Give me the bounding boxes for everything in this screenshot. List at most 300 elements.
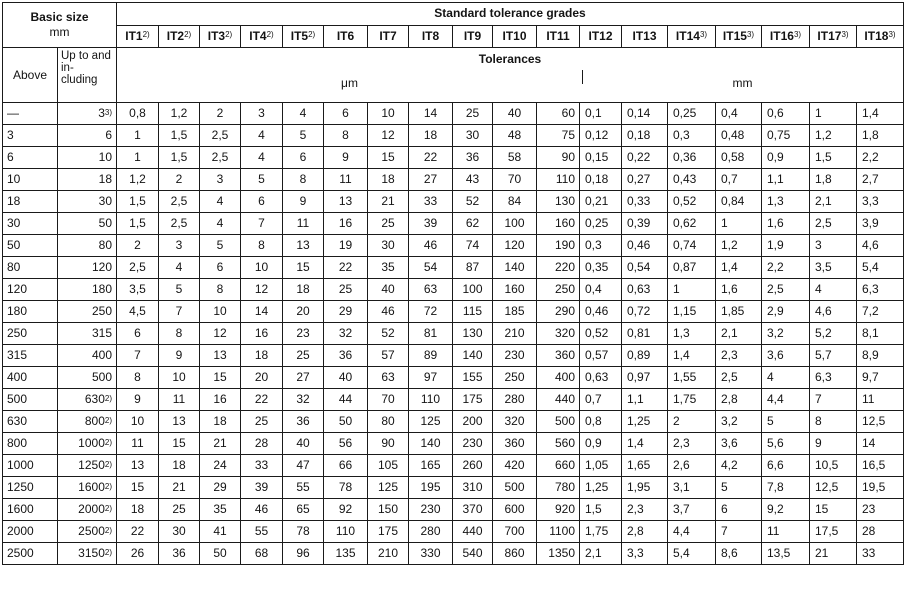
tolerance-cell: 0,97: [622, 367, 668, 389]
tolerance-cell: 0,4: [580, 279, 622, 301]
tolerance-cell: 165: [409, 455, 453, 477]
tolerance-cell: 32: [324, 323, 368, 345]
tolerance-cell: 21: [810, 543, 857, 565]
tolerance-cell: 0,72: [622, 301, 668, 323]
tolerance-cell: 13,5: [762, 543, 810, 565]
tolerance-cell: 16,5: [857, 455, 904, 477]
tolerance-cell: 18: [283, 279, 324, 301]
grade-header: [716, 25, 762, 48]
tolerance-cell: 1,8: [857, 125, 904, 147]
tolerance-cell: 4: [762, 367, 810, 389]
tolerance-cell: 41: [200, 521, 241, 543]
above-cell: 1250: [3, 477, 58, 499]
tolerance-cell: 2,8: [622, 521, 668, 543]
tolerance-cell: 18: [409, 125, 453, 147]
tolerance-cell: 2,5: [716, 367, 762, 389]
above-cell: 2500: [3, 543, 58, 565]
upto-value: 2000: [78, 502, 105, 516]
tolerance-cell: 7,2: [857, 301, 904, 323]
tolerance-cell: 0,81: [622, 323, 668, 345]
tolerance-cell: 1350: [537, 543, 580, 565]
tolerance-cell: 110: [324, 521, 368, 543]
tolerance-cell: 8: [810, 411, 857, 433]
tolerance-cell: 15: [368, 147, 409, 169]
tolerance-cell: 63: [409, 279, 453, 301]
tolerance-cell: 0,39: [622, 213, 668, 235]
tolerance-cell: 160: [537, 213, 580, 235]
tolerance-cell: 360: [493, 433, 537, 455]
tolerance-cell: 52: [453, 191, 493, 213]
tolerance-cell: 8: [241, 235, 283, 257]
tolerance-cell: 7,8: [762, 477, 810, 499]
tolerance-cell: 16: [200, 389, 241, 411]
tolerance-cell: 10: [117, 411, 159, 433]
tolerance-cell: 15: [283, 257, 324, 279]
above-cell: 400: [3, 367, 58, 389]
tolerance-cell: 10,5: [810, 455, 857, 477]
tolerance-cell: 27: [409, 169, 453, 191]
tolerance-cell: 0,7: [580, 389, 622, 411]
upto-value: 50: [98, 216, 112, 230]
tolerance-cell: 84: [493, 191, 537, 213]
table-row: [3, 169, 904, 191]
upto-cell: [58, 411, 117, 433]
tolerance-cell: 70: [368, 389, 409, 411]
tolerance-cell: 36: [159, 543, 200, 565]
tolerance-cell: 2,5: [810, 213, 857, 235]
tolerance-cell: 140: [453, 345, 493, 367]
tolerance-cell: 2: [200, 103, 241, 125]
tolerance-cell: 68: [241, 543, 283, 565]
grades-title: Standard tolerance grades: [117, 3, 904, 26]
tolerance-cell: 3: [200, 169, 241, 191]
header-row-grades: [3, 3, 904, 26]
tolerance-cell: 0,36: [668, 147, 716, 169]
tolerance-cell: 3,6: [716, 433, 762, 455]
grade-name: IT8: [421, 28, 440, 43]
above-cell: 315: [3, 345, 58, 367]
tolerance-cell: 2,9: [762, 301, 810, 323]
tolerance-cell: 0,8: [117, 103, 159, 125]
tolerance-cell: 2,3: [716, 345, 762, 367]
tolerance-cell: 0,35: [580, 257, 622, 279]
grade-header: [857, 25, 904, 48]
tolerance-cell: 5,2: [810, 323, 857, 345]
tolerance-cell: 230: [453, 433, 493, 455]
unit-millimetre: mm: [732, 76, 753, 90]
tolerance-cell: 80: [368, 411, 409, 433]
tolerance-cell: 50: [324, 411, 368, 433]
tolerance-cell: 90: [368, 433, 409, 455]
tolerance-cell: 7: [810, 389, 857, 411]
tolerance-cell: 15: [810, 499, 857, 521]
tolerance-cell: 2,1: [810, 191, 857, 213]
tolerance-cell: 4: [241, 147, 283, 169]
tolerance-cell: 125: [368, 477, 409, 499]
tolerance-cell: 0,33: [622, 191, 668, 213]
tolerance-cell: 3,9: [857, 213, 904, 235]
table-row: [3, 147, 904, 169]
upto-cell: [58, 323, 117, 345]
table-row: [3, 235, 904, 257]
grade-header: [493, 25, 537, 48]
grade-name: IT9: [463, 28, 482, 43]
table-row: [3, 257, 904, 279]
tolerance-cell: 14: [857, 433, 904, 455]
tolerance-cell: 8: [324, 125, 368, 147]
tolerance-cell: 0,25: [668, 103, 716, 125]
tolerance-cell: 8,1: [857, 323, 904, 345]
tolerance-cell: 8: [200, 279, 241, 301]
grade-header: [117, 25, 159, 48]
upto-cell: [58, 455, 117, 477]
tolerance-cell: 26: [117, 543, 159, 565]
grade-footnote: 2): [266, 29, 274, 39]
tolerance-cell: 3,5: [810, 257, 857, 279]
tolerance-cell: 44: [324, 389, 368, 411]
grade-header: [283, 25, 324, 48]
tolerance-cell: 100: [493, 213, 537, 235]
tolerance-cell: 30: [159, 521, 200, 543]
above-cell: 500: [3, 389, 58, 411]
tolerance-cell: 150: [368, 499, 409, 521]
tolerance-cell: 3,1: [668, 477, 716, 499]
tolerance-cell: 43: [453, 169, 493, 191]
table-row: [3, 345, 904, 367]
grade-footnote: 2): [184, 29, 192, 39]
tolerance-cell: 13: [117, 455, 159, 477]
tolerance-cell: 20: [283, 301, 324, 323]
tolerance-cell: 13: [159, 411, 200, 433]
upto-value: 1600: [78, 480, 105, 494]
tolerance-cell: 330: [409, 543, 453, 565]
grade-name: IT14: [675, 28, 700, 43]
unit-micrometre: μm: [341, 76, 358, 90]
upto-cell: [58, 521, 117, 543]
upto-value: 80: [98, 238, 112, 252]
tolerance-cell: 1,85: [716, 301, 762, 323]
upto-value: 500: [91, 370, 112, 384]
tolerance-cell: 7: [159, 301, 200, 323]
tolerance-cell: 23: [857, 499, 904, 521]
tolerance-cell: 65: [283, 499, 324, 521]
tolerance-cell: 1,95: [622, 477, 668, 499]
tolerance-cell: 5: [241, 169, 283, 191]
tolerance-cell: 0,15: [580, 147, 622, 169]
tolerance-cell: 1,4: [716, 257, 762, 279]
grade-names-row: [3, 25, 904, 48]
tolerance-cell: 5: [762, 411, 810, 433]
upto-cell: [58, 389, 117, 411]
tolerance-cell: 1,9: [762, 235, 810, 257]
upto-footnote: 2): [104, 548, 112, 557]
tolerance-cell: 50: [200, 543, 241, 565]
grade-footnote: 3): [699, 29, 708, 39]
tolerance-cell: 780: [537, 477, 580, 499]
above-cell: 2000: [3, 521, 58, 543]
tolerance-cell: 4: [810, 279, 857, 301]
tolerance-cell: 6: [241, 191, 283, 213]
tolerance-cell: 25: [241, 411, 283, 433]
tolerance-cell: 9,2: [762, 499, 810, 521]
tolerance-cell: 33: [241, 455, 283, 477]
tolerance-cell: 7: [117, 345, 159, 367]
table-row: [3, 411, 904, 433]
tolerance-cell: 3,2: [716, 411, 762, 433]
tolerance-cell: 140: [409, 433, 453, 455]
upto-footnote: 2): [104, 482, 112, 491]
tolerance-cell: 6: [117, 323, 159, 345]
tolerance-cell: 0,52: [668, 191, 716, 213]
tolerances-title: Tolerances: [478, 52, 542, 66]
grade-name: IT5: [290, 28, 309, 43]
tolerance-cell: 40: [493, 103, 537, 125]
table-row: [3, 521, 904, 543]
tolerance-cell: 15: [117, 477, 159, 499]
upto-value: 250: [91, 304, 112, 318]
upto-footnote: 3): [104, 108, 112, 117]
tolerance-cell: 75: [537, 125, 580, 147]
tolerance-cell: 1,2: [159, 103, 200, 125]
tolerance-cell: 560: [537, 433, 580, 455]
tolerance-cell: 4,6: [810, 301, 857, 323]
tolerance-cell: 500: [493, 477, 537, 499]
tolerance-cell: 4,5: [117, 301, 159, 323]
grade-name: IT7: [379, 28, 397, 43]
tolerance-cell: 18: [368, 169, 409, 191]
tolerance-cell: 55: [241, 521, 283, 543]
upto-footnote: 2): [104, 394, 112, 403]
tolerance-cell: 0,57: [580, 345, 622, 367]
tolerance-cell: 0,8: [580, 411, 622, 433]
tolerance-cell: 110: [409, 389, 453, 411]
upto-value: 400: [91, 348, 112, 362]
tolerance-cell: 78: [283, 521, 324, 543]
tolerance-cell: 4: [200, 191, 241, 213]
table-row: [3, 499, 904, 521]
grade-name: IT10: [502, 28, 527, 43]
tolerance-cell: 1: [716, 213, 762, 235]
tolerance-cell: 360: [537, 345, 580, 367]
tolerance-cell: 97: [409, 367, 453, 389]
table-row: [3, 125, 904, 147]
tolerance-cell: 39: [241, 477, 283, 499]
upto-cell: [58, 191, 117, 213]
tolerance-cell: 0,87: [668, 257, 716, 279]
tolerance-cell: 92: [324, 499, 368, 521]
grade-footnote: 2): [142, 29, 150, 39]
tolerance-cell: 160: [493, 279, 537, 301]
tolerance-cell: 0,22: [622, 147, 668, 169]
tolerance-cell: 36: [324, 345, 368, 367]
tolerance-cell: 540: [453, 543, 493, 565]
tolerance-cell: 6: [200, 257, 241, 279]
tolerance-cell: 4: [200, 213, 241, 235]
grade-name: IT4: [249, 28, 267, 43]
tolerance-cell: 0,25: [580, 213, 622, 235]
tolerance-cell: 29: [324, 301, 368, 323]
header-row-tolerances: [3, 48, 904, 103]
tolerance-cell: 6: [324, 103, 368, 125]
tolerance-cell: 46: [368, 301, 409, 323]
tolerance-table: [2, 2, 904, 565]
above-cell: 50: [3, 235, 58, 257]
tolerance-cell: 1,75: [668, 389, 716, 411]
upto-cell: [58, 279, 117, 301]
tolerance-cell: 25: [159, 499, 200, 521]
upto-cell: [58, 477, 117, 499]
upto-footnote: 2): [104, 438, 112, 447]
upto-cell: [58, 213, 117, 235]
tolerance-cell: 2,6: [668, 455, 716, 477]
tolerance-cell: 81: [409, 323, 453, 345]
table-row: [3, 301, 904, 323]
tolerance-cell: 0,21: [580, 191, 622, 213]
tolerance-cell: 2,5: [200, 147, 241, 169]
tolerance-cell: 130: [453, 323, 493, 345]
tolerance-cell: 14: [241, 301, 283, 323]
upto-value: 1000: [78, 436, 105, 450]
tolerance-cell: 35: [200, 499, 241, 521]
tolerance-cell: 27: [283, 367, 324, 389]
tolerance-cell: 25: [368, 213, 409, 235]
tolerance-cell: 20: [241, 367, 283, 389]
grade-name: IT18: [864, 28, 889, 43]
upto-cell: [58, 257, 117, 279]
grade-name: IT15: [722, 28, 747, 43]
tolerance-cell: 6: [716, 499, 762, 521]
tolerance-cell: 320: [537, 323, 580, 345]
tolerance-cell: 23: [283, 323, 324, 345]
tolerance-cell: 140: [493, 257, 537, 279]
tolerance-cell: 1,25: [580, 477, 622, 499]
tolerance-cell: 60: [537, 103, 580, 125]
tolerance-cell: 250: [537, 279, 580, 301]
upto-value: 10: [98, 150, 112, 164]
tolerance-cell: 1: [668, 279, 716, 301]
tolerance-cell: 15: [200, 367, 241, 389]
tolerance-cell: 56: [324, 433, 368, 455]
tolerance-cell: 260: [453, 455, 493, 477]
tolerance-cell: 210: [368, 543, 409, 565]
basic-size-header: [3, 3, 117, 48]
table-row: [3, 543, 904, 565]
tolerance-cell: 13: [283, 235, 324, 257]
tolerance-cell: 63: [368, 367, 409, 389]
grade-header: [537, 25, 580, 48]
grade-name: IT6: [336, 28, 355, 43]
upto-cell: [58, 499, 117, 521]
tolerance-cell: 1,4: [857, 103, 904, 125]
above-cell: 3: [3, 125, 58, 147]
tolerance-cell: 0,84: [716, 191, 762, 213]
tolerance-cell: 1,3: [762, 191, 810, 213]
tolerance-cell: 6,6: [762, 455, 810, 477]
tolerance-cell: 120: [493, 235, 537, 257]
tolerance-cell: 18: [159, 455, 200, 477]
tolerance-cell: 22: [324, 257, 368, 279]
tolerance-cell: 4,4: [668, 521, 716, 543]
table-row: [3, 389, 904, 411]
grade-header: [200, 25, 241, 48]
tolerance-cell: 54: [409, 257, 453, 279]
tolerance-cell: 9,7: [857, 367, 904, 389]
tolerance-cell: 3: [241, 103, 283, 125]
tolerance-cell: 660: [537, 455, 580, 477]
grade-name: IT12: [588, 28, 613, 43]
upto-cell: [58, 433, 117, 455]
tolerance-cell: 12,5: [810, 477, 857, 499]
upto-cell: [58, 367, 117, 389]
tolerance-cell: 0,3: [668, 125, 716, 147]
tolerance-cell: 11: [324, 169, 368, 191]
tolerance-cell: 57: [368, 345, 409, 367]
upto-value: 18: [98, 172, 112, 186]
tolerance-cell: 1,55: [668, 367, 716, 389]
tolerance-cell: 440: [537, 389, 580, 411]
tolerance-cell: 210: [493, 323, 537, 345]
grade-header: [159, 25, 200, 48]
grade-header: [668, 25, 716, 48]
tolerance-cell: 12: [368, 125, 409, 147]
tolerance-cell: 0,62: [668, 213, 716, 235]
tolerance-cell: 66: [324, 455, 368, 477]
above-cell: 630: [3, 411, 58, 433]
tolerance-cell: 370: [453, 499, 493, 521]
tolerance-cell: 0,7: [716, 169, 762, 191]
upto-value: 180: [91, 282, 112, 296]
tolerance-cell: 9: [283, 191, 324, 213]
tolerance-cell: 6: [283, 147, 324, 169]
tolerance-cell: 10: [241, 257, 283, 279]
tolerance-cell: 52: [368, 323, 409, 345]
grade-header: [762, 25, 810, 48]
above-cell: 180: [3, 301, 58, 323]
grade-header: [241, 25, 283, 48]
table-row: [3, 191, 904, 213]
tolerance-cell: 5: [159, 279, 200, 301]
tolerance-cell: 2,1: [716, 323, 762, 345]
tolerance-cell: 0,52: [580, 323, 622, 345]
grade-footnote: 2): [308, 29, 316, 39]
grade-header: [453, 25, 493, 48]
tolerance-cell: 2: [159, 169, 200, 191]
tolerance-cell: 46: [241, 499, 283, 521]
tolerance-cell: 19,5: [857, 477, 904, 499]
tolerance-cell: 3,5: [117, 279, 159, 301]
tolerance-cell: 30: [368, 235, 409, 257]
tolerance-cell: 5,4: [668, 543, 716, 565]
grade-header: [368, 25, 409, 48]
upto-value: 3150: [78, 546, 105, 560]
tolerance-cell: 0,9: [580, 433, 622, 455]
tolerance-cell: 1,05: [580, 455, 622, 477]
tolerance-cell: 14: [409, 103, 453, 125]
tolerance-cell: 35: [368, 257, 409, 279]
grade-footnote: 2): [225, 29, 233, 39]
grade-name: IT17: [817, 28, 842, 43]
table-row: [3, 103, 904, 125]
tolerance-cell: 3,3: [857, 191, 904, 213]
tolerance-cell: 2,2: [857, 147, 904, 169]
tolerance-cell: 125: [409, 411, 453, 433]
tolerance-cell: 11: [283, 213, 324, 235]
tolerance-cell: 1: [117, 147, 159, 169]
tolerance-cell: 11: [762, 521, 810, 543]
tolerance-cell: 310: [453, 477, 493, 499]
tolerance-cell: 700: [493, 521, 537, 543]
tolerance-cell: 0,63: [580, 367, 622, 389]
